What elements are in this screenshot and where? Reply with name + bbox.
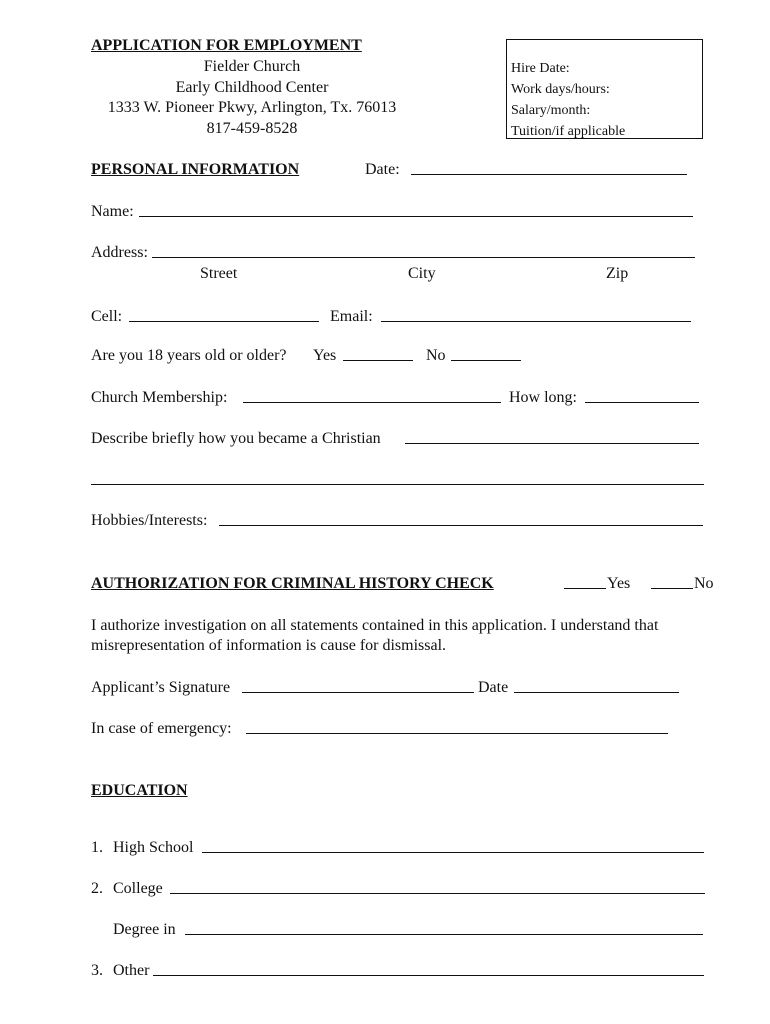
authorization-heading: AUTHORIZATION FOR CRIMINAL HISTORY CHECK xyxy=(91,575,494,592)
personal-info-heading: PERSONAL INFORMATION xyxy=(91,161,300,178)
auth-yes-label: Yes xyxy=(607,575,631,592)
auth-yes-field[interactable] xyxy=(564,574,606,589)
age-question: Are you 18 years old or older? xyxy=(91,347,287,364)
auth-statement-line2: misrepresentation of information is cause for dismissal. xyxy=(91,637,447,654)
high-school-number: 1. xyxy=(91,839,103,856)
tuition-label: Tuition/if applicable xyxy=(511,124,626,139)
date-field[interactable] xyxy=(411,160,687,175)
hire-info-box xyxy=(506,39,703,139)
other-number: 3. xyxy=(91,962,103,979)
email-field[interactable] xyxy=(381,307,691,322)
auth-no-label: No xyxy=(694,575,714,592)
work-days-label: Work days/hours: xyxy=(511,82,610,97)
signature-date-label: Date xyxy=(478,679,509,696)
other-field[interactable] xyxy=(153,961,704,976)
org-phone: 817-459-8528 xyxy=(206,120,298,137)
college-number: 2. xyxy=(91,880,103,897)
high-school-label: High School xyxy=(113,839,194,856)
org-subtitle: Early Childhood Center xyxy=(175,79,329,96)
education-heading: EDUCATION xyxy=(91,782,188,799)
cell-label: Cell: xyxy=(91,308,123,325)
age-no-label: No xyxy=(426,347,446,364)
auth-statement-line1: I authorize investigation on all statements contained in this application. I understand that xyxy=(91,617,659,634)
address-label: Address: xyxy=(91,244,148,261)
church-field[interactable] xyxy=(243,388,501,403)
college-label: College xyxy=(113,880,163,897)
form-title: APPLICATION FOR EMPLOYMENT xyxy=(91,37,362,54)
auth-no-field[interactable] xyxy=(651,574,693,589)
high-school-field[interactable] xyxy=(202,838,704,853)
signature-label: Applicant’s Signature xyxy=(91,679,231,696)
signature-date-field[interactable] xyxy=(514,678,679,693)
hobbies-field[interactable] xyxy=(219,511,703,526)
cell-field[interactable] xyxy=(129,307,319,322)
name-field[interactable] xyxy=(139,202,693,217)
how-long-field[interactable] xyxy=(585,388,699,403)
church-label: Church Membership: xyxy=(91,389,228,406)
christian-field[interactable] xyxy=(405,429,699,444)
org-address: 1333 W. Pioneer Pkwy, Arlington, Tx. 76013 xyxy=(107,99,397,116)
christian-label: Describe briefly how you became a Christian xyxy=(91,430,381,447)
other-label: Other xyxy=(113,962,150,979)
org-name: Fielder Church xyxy=(203,58,301,75)
emergency-field[interactable] xyxy=(246,719,668,734)
emergency-label: In case of emergency: xyxy=(91,720,232,737)
college-field[interactable] xyxy=(170,879,705,894)
address-field[interactable] xyxy=(152,243,695,258)
signature-field[interactable] xyxy=(242,678,474,693)
christian-field-line2[interactable] xyxy=(91,470,704,485)
age-yes-field[interactable] xyxy=(343,346,413,361)
email-label: Email: xyxy=(330,308,373,325)
hire-date-label: Hire Date: xyxy=(511,61,570,76)
salary-label: Salary/month: xyxy=(511,103,591,118)
age-no-field[interactable] xyxy=(451,346,521,361)
city-label: City xyxy=(408,265,436,282)
name-label: Name: xyxy=(91,203,134,220)
zip-label: Zip xyxy=(606,265,629,282)
street-label: Street xyxy=(200,265,238,282)
age-yes-label: Yes xyxy=(313,347,337,364)
degree-label: Degree in xyxy=(113,921,176,938)
degree-field[interactable] xyxy=(185,920,703,935)
date-label: Date: xyxy=(365,161,400,178)
hobbies-label: Hobbies/Interests: xyxy=(91,512,208,529)
how-long-label: How long: xyxy=(509,389,577,406)
